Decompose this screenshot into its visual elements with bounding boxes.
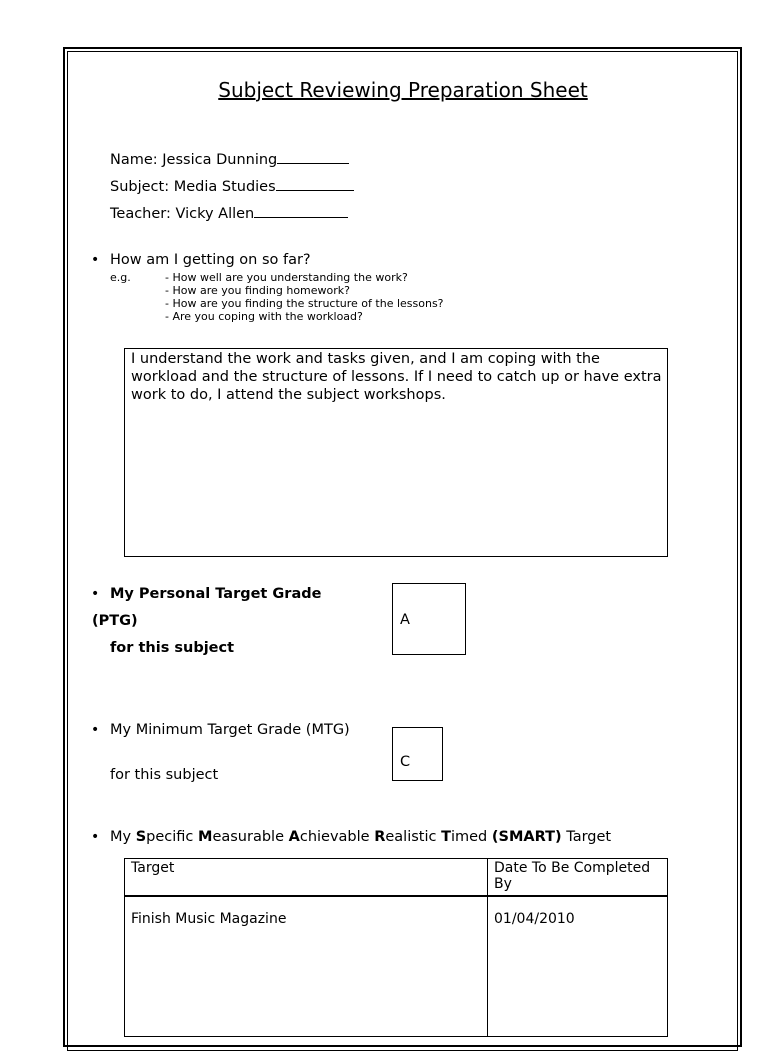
mtg-label-line1: My Minimum Target Grade (MTG) [110,722,350,738]
table-row [125,896,668,1037]
ptg-label-line2: (PTG) [92,613,138,629]
ptg-grade-box [392,583,466,655]
progress-question: How am I getting on so far? [110,252,311,268]
name-label: Name: [110,152,158,168]
teacher-label: Teacher: [110,206,171,222]
smart-heading-part: S [135,829,147,845]
ptg-grade: A [400,612,410,628]
name-field [110,151,349,168]
date-cell: 01/04/2010 [488,896,668,1037]
smart-heading-part: easurable [212,829,289,845]
smart-heading-part: T [441,829,451,845]
name-value: Jessica Dunning [162,152,278,168]
smart-table-header [125,859,668,897]
target-cell: Finish Music Magazine [125,896,488,1037]
prompt-item: - How are you finding homework? [165,284,350,297]
mtg-grade: C [400,754,411,770]
subject-value: Media Studies [173,179,276,195]
teacher-field [110,205,348,222]
bullet-icon: • [91,829,100,845]
smart-heading-part: imed [450,829,492,845]
smart-heading [110,829,611,845]
prompt-item: - How well are you understanding the work? [165,271,408,284]
smart-heading-part: Target [561,829,612,845]
smart-heading-part: A [288,829,300,845]
smart-heading-part: ealistic [385,829,442,845]
smart-heading-part: pecific [146,829,198,845]
eg-label: e.g. [110,271,131,284]
smart-heading-part: (SMART) [491,829,562,845]
bullet-icon: • [91,586,100,602]
progress-answer: I understand the work and tasks given, and I am coping with the workload and the structure of lessons. If I need to catch up or have extra work to do, I attend the subject workshops. [131,351,662,403]
teacher-value: Vicky Allen [175,206,255,222]
name-underline [277,151,349,164]
smart-table [124,858,668,1037]
smart-heading-part: M [198,829,213,845]
smart-heading-part: My [110,829,136,845]
prompt-item: - Are you coping with the workload? [165,310,363,323]
teacher-underline [254,205,348,218]
bullet-icon: • [91,252,100,268]
prompt-item: - How are you finding the structure of the lessons? [165,297,444,310]
prompt-list [165,271,444,323]
subject-field [110,178,354,195]
ptg-label-line1: My Personal Target Grade [110,586,322,602]
mtg-label-line2: for this subject [110,767,219,783]
column-header-date: Date To Be Completed By [488,859,668,897]
ptg-label-line3: for this subject [110,640,235,656]
subject-underline [276,178,354,191]
bullet-icon: • [91,722,100,738]
page-title: Subject Reviewing Preparation Sheet [218,78,588,102]
column-header-target: Target [125,859,488,897]
mtg-grade-box [392,727,443,781]
subject-label: Subject: [110,179,170,195]
smart-heading-part: chievable [299,829,375,845]
smart-heading-part: R [374,829,386,845]
